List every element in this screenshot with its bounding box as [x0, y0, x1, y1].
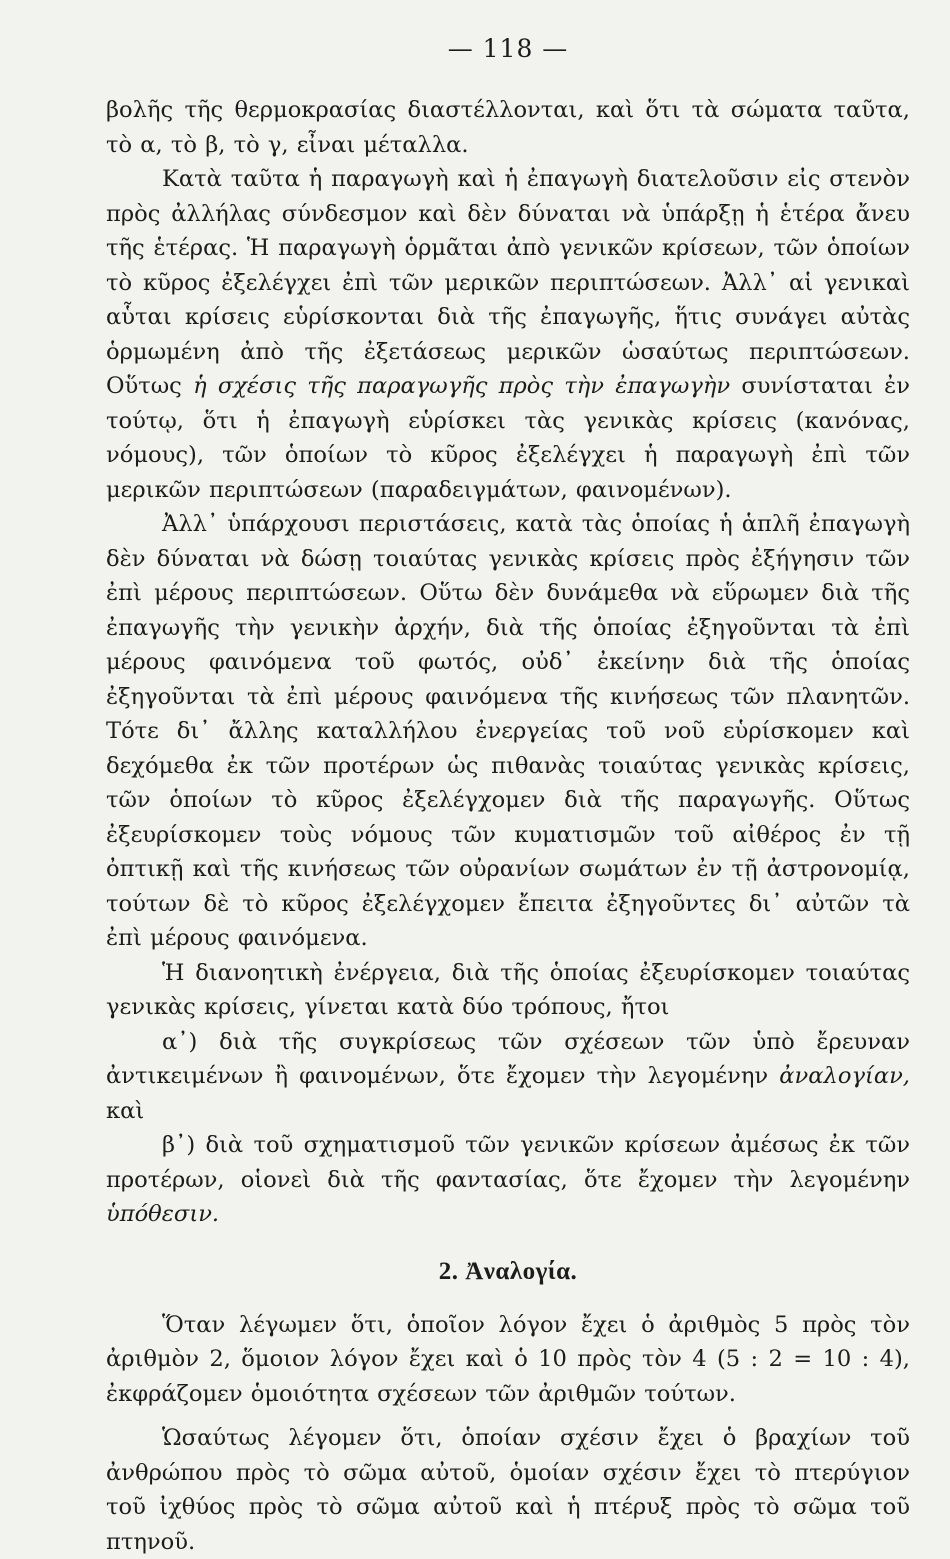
paragraph-text: β᾽) διὰ τοῦ σχηματισμοῦ τῶν γενικῶν κρίσεων ἀμέσως ἐκ τῶν προτέρων, οἱονεὶ διὰ τῆς φαντασίας, ὅτε ἔχομεν τὴν λεγομένην: [106, 1132, 910, 1193]
paragraph-arm-fin-example: [106, 1421, 910, 1559]
paragraph-mental-activity: [106, 956, 910, 1025]
paragraph-deduction-induction: [106, 162, 910, 507]
paragraph-text: Ἀλλ᾽ ὑπάρχουσι περιστάσεις, κατὰ τὰς ὁποίας ἡ ἁπλῆ ἐπαγωγὴ δὲν δύναται νὰ δώσῃ τοιαύτας γενικὰς κρίσεις πρὸς ἐξήγησιν τῶν ἐπὶ μέρους περιπτώσεων. Οὕτω δὲν δυνάμεθα νὰ εὕρωμεν διὰ τῆς ἐπαγωγῆς τὴν γενικὴν ἀρχήν, διὰ τῆς ὁποίας ἐξηγοῦνται τὰ ἐπὶ μέρους φαινόμενα τοῦ φωτός, οὐδ᾽ ἐκείνην διὰ τῆς ὁποίας ἐξηγοῦνται τὰ ἐπὶ μέρους φαινόμενα τῆς κινήσεως τῶν πλανητῶν. Τότε δι᾽ ἄλλης καταλλήλου ἐνεργείας τοῦ νοῦ εὑρίσκομεν καὶ δεχόμεθα ἐκ τῶν προτέρων ὡς πιθανὰς τοιαύτας γενικὰς κρίσεις, τῶν ὁποίων τὸ κῦρος ἐξελέγχομεν διὰ τῆς παραγωγῆς. Οὕτως ἐξευρίσκομεν τοὺς νόμους τῶν κυματισμῶν τοῦ αἰθέρος ἐν τῇ ὀπτικῇ καὶ τῆς κινήσεως τῶν οὐρανίων σωμάτων ἐν τῇ ἀστρονομίᾳ, τούτων δὲ τὸ κῦρος ἐξελέγχομεν ἔπειτα ἐξηγοῦντες δι᾽ αὐτῶν τὰ ἐπὶ μέρους φαινόμενα.: [106, 511, 910, 951]
paragraph-text: βολῆς τῆς θερμοκρασίας διαστέλλονται, καὶ ὅτι τὰ σώματα ταῦτα, τὸ α, τὸ β, τὸ γ, εἶναι μέταλλα.: [106, 97, 910, 158]
paragraph-ratio-example: [106, 1308, 910, 1412]
italic-phrase: ἡ σχέσις τῆς παραγωγῆς πρὸς τὴν ἐπαγωγὴν: [193, 373, 731, 399]
italic-term-analogy: ἀναλογίαν,: [779, 1063, 910, 1089]
paragraph-text: Ὡσαύτως λέγομεν ὅτι, ὁποίαν σχέσιν ἔχει ὁ βραχίων τοῦ ἀνθρώπου πρὸς τὸ σῶμα αὐτοῦ, ὁμοίαν σχέσιν ἔχει τὸ πτερύγιον τοῦ ἰχθύος πρὸς τὸ σῶμα αὐτοῦ καὶ ἡ πτέρυξ πρὸς τὸ σῶμα τοῦ πτηνοῦ.: [106, 1425, 910, 1555]
paragraph-text: Ἡ διανοητικὴ ἐνέργεια, διὰ τῆς ὁποίας ἐξευρίσκομεν τοιαύτας γενικὰς κρίσεις, γίνεται κατὰ δύο τρόπους, ἤτοι: [106, 959, 910, 1020]
paragraph-text: Κατὰ ταῦτα ἡ παραγωγὴ καὶ ἡ ἐπαγωγὴ διατελοῦσιν εἰς στενὸν πρὸς ἀλλήλας σύνδεσμον καὶ δὲν δύναται νὰ ὑπάρξῃ ἡ ἑτέρα ἄνευ τῆς ἑτέρας. Ἡ παραγωγὴ ὁρμᾶται ἀπὸ γενικῶν κρίσεων, τῶν ὁποίων τὸ κῦρος ἐξελέγχει ἐπὶ τῶν μερικῶν περιπτώσεων. Ἀλλ᾽ αἱ γενικαὶ αὗται κρίσεις εὑρίσκονται διὰ τῆς ἐπαγωγῆς, ἥτις συνάγει αὐτὰς ὁρμωμένη ἀπὸ τῆς ἐξετάσεως μερικῶν ὡσαύτως περιπτώσεων. Οὕτως: [106, 166, 910, 399]
paragraph-text: Ὅταν λέγωμεν ὅτι, ὁποῖον λόγον ἔχει ὁ ἀριθμὸς 5 πρὸς τὸν ἀριθμὸν 2, ὅμοιον λόγον ἔχει καὶ ὁ 10 πρὸς τὸν 4 (5 : 2 = 10 : 4), ἐκφράζομεν ὁμοιότητα σχέσεων τῶν ἀριθμῶν τούτων.: [106, 1311, 910, 1407]
paragraph-text: καὶ: [106, 1097, 145, 1124]
paragraph-text: α᾽) διὰ τῆς συγκρίσεως τῶν σχέσεων τῶν ὑπὸ ἔρευναν ἀντικειμένων ἢ φαινομένων, ὅτε ἔχομεν τὴν λεγομένην: [106, 1028, 910, 1089]
page-number: — 118 —: [447, 34, 569, 63]
paragraph-continuation: [106, 93, 910, 162]
italic-term-hypothesis: ὑπόθεσιν.: [106, 1201, 220, 1227]
paragraph-circumstances: [106, 507, 910, 956]
section-heading: 2. Ἀναλογία.: [438, 1257, 578, 1285]
paragraph-text: συνίσταται ἐν τούτῳ, ὅτι ἡ ἐπαγωγὴ εὑρίσκει τὰς γενικὰς κρίσεις (κανόνας, νόμους), τῶν ὁποίων τὸ κῦρος ἐξελέγχει ἡ παραγωγὴ ἐπὶ τῶν μερικῶν περιπτώσεων (παραδειγμάτων, φαινομένων).: [106, 373, 910, 503]
list-item-alpha: [106, 1025, 910, 1129]
list-item-beta: [106, 1128, 910, 1232]
